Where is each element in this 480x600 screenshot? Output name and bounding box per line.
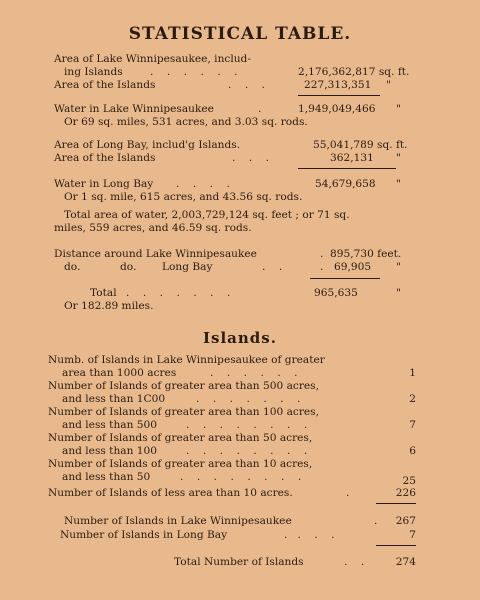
distance-lake-value: 895,730 feet. <box>330 248 402 260</box>
islands-total-value: 274 <box>395 556 416 568</box>
leader-dots: . . . . <box>284 529 335 541</box>
islands-bay-value: 7 <box>409 529 416 541</box>
leader-dots: . . . <box>232 152 270 164</box>
islands-row2-line1: Number of Islands of greater area than 500 acres, <box>48 380 319 392</box>
islands-row2-value: 2 <box>409 393 416 405</box>
long-bay-area-label: Area of Long Bay, includ'g Islands. <box>54 139 241 151</box>
islands-row4-value: 6 <box>409 445 416 457</box>
islands-row3-value: 7 <box>409 419 416 431</box>
ditto-mark: " <box>396 103 401 115</box>
islands-row1-value: 1 <box>409 367 416 379</box>
distance-miles: Or 182.89 miles. <box>64 300 154 312</box>
lake-islands-label: Area of the Islands <box>54 79 156 91</box>
water-lake-label: Water in Lake Winnipesaukee <box>54 103 214 115</box>
leader-dots: . . . . . . . <box>126 287 231 299</box>
islands-row1-line2: area than 1000 acres <box>62 367 177 379</box>
distance-total-value: 965,635 <box>314 287 358 299</box>
leader-dots: . . . . . . . . <box>180 471 302 483</box>
ditto-do: do. <box>120 261 137 273</box>
islands-row6-value: 226 <box>395 487 416 499</box>
distance-bay-label: Long Bay <box>162 261 213 273</box>
islands-row3-line1: Number of Islands of greater area than 100 acres, <box>48 406 319 418</box>
leader-dots: . . . <box>228 79 266 91</box>
lake-islands-value: 227,313,351 <box>304 79 372 91</box>
water-bay-note: Or 1 sq. mile, 615 acres, and 43.56 sq. rods. <box>64 191 303 203</box>
islands-row5-line1: Number of Islands of greater area than 10 acres, <box>48 458 313 470</box>
leader-dots: . <box>374 515 378 527</box>
lake-area-value: 2,176,362,817 sq. ft. <box>298 66 410 78</box>
islands-total-label: Total Number of Islands <box>174 556 304 568</box>
leader-dots: . . <box>262 261 283 273</box>
total-water-line2: miles, 559 acres, and 46.59 sq. rods. <box>54 222 252 234</box>
leader-dots: . . . . <box>176 178 230 190</box>
islands-lake-value: 267 <box>395 515 416 527</box>
leader-dots: . . . . . . <box>150 66 238 78</box>
leader-dots: . . . . . . . . <box>186 419 308 431</box>
distance-bay-value: 69,905 <box>334 261 372 273</box>
islands-row5-value: 25 <box>402 475 416 487</box>
leader-dots: . . . . . . <box>210 367 298 379</box>
sum-rule <box>310 278 380 279</box>
distance-total-label: Total <box>90 287 117 299</box>
leader-dots: . . . . . . . . <box>186 445 308 457</box>
long-bay-islands-label: Area of the Islands <box>54 152 156 164</box>
sum-rule <box>298 95 380 96</box>
islands-row1-line1: Numb. of Islands in Lake Winnipesaukee of greater <box>48 354 325 366</box>
water-bay-label: Water in Long Bay <box>54 178 154 190</box>
islands-row5-line2: and less than 50 <box>62 471 151 483</box>
leader-dots: . <box>258 103 262 115</box>
total-water-line1: Total area of water, 2,003,729,124 sq. feet ; or 71 sq. <box>64 209 350 221</box>
islands-row4-line1: Number of Islands of greater area than 50 acres, <box>48 432 313 444</box>
water-lake-value: 1,949,049,466 <box>298 103 376 115</box>
lake-area-label-line2: ing Islands <box>64 66 123 78</box>
sum-rule <box>298 168 396 169</box>
islands-row6-label: Number of Islands of less area than 10 acres. <box>48 487 293 499</box>
ditto-mark: " <box>396 152 401 164</box>
lake-area-label-line1: Area of Lake Winnipesaukee, includ- <box>54 53 251 65</box>
long-bay-islands-value: 362,131 <box>330 152 374 164</box>
leader-dots: . . . . . . . <box>196 393 301 405</box>
leader-dots: . <box>346 487 350 499</box>
islands-bay-label: Number of Islands in Long Bay <box>60 529 228 541</box>
ditto-mark: " <box>396 261 401 273</box>
ditto-do: do. <box>64 261 81 273</box>
page-title: STATISTICAL TABLE. <box>128 24 352 44</box>
water-lake-note: Or 69 sq. miles, 531 acres, and 3.03 sq. rods. <box>64 116 308 128</box>
leader-dots: . <box>320 248 324 260</box>
islands-row4-line2: and less than 100 <box>62 445 157 457</box>
islands-row3-line2: and less than 500 <box>62 419 157 431</box>
ditto-mark: " <box>396 287 401 299</box>
leader-dots: . . <box>344 556 365 568</box>
islands-row2-line2: and less than 1C00 <box>62 393 166 405</box>
sum-rule <box>376 545 416 546</box>
leader-dots: . <box>320 261 324 273</box>
long-bay-area-value: 55,041,789 sq. ft. <box>313 139 408 151</box>
ditto-mark: " <box>386 79 391 91</box>
ditto-mark: " <box>396 178 401 190</box>
islands-heading: Islands. <box>203 329 277 347</box>
water-bay-value: 54,679,658 <box>315 178 376 190</box>
distance-lake-label: Distance around Lake Winnipesaukee <box>54 248 257 260</box>
sum-rule <box>376 503 416 504</box>
islands-lake-label: Number of Islands in Lake Winnipesaukee <box>64 515 292 527</box>
